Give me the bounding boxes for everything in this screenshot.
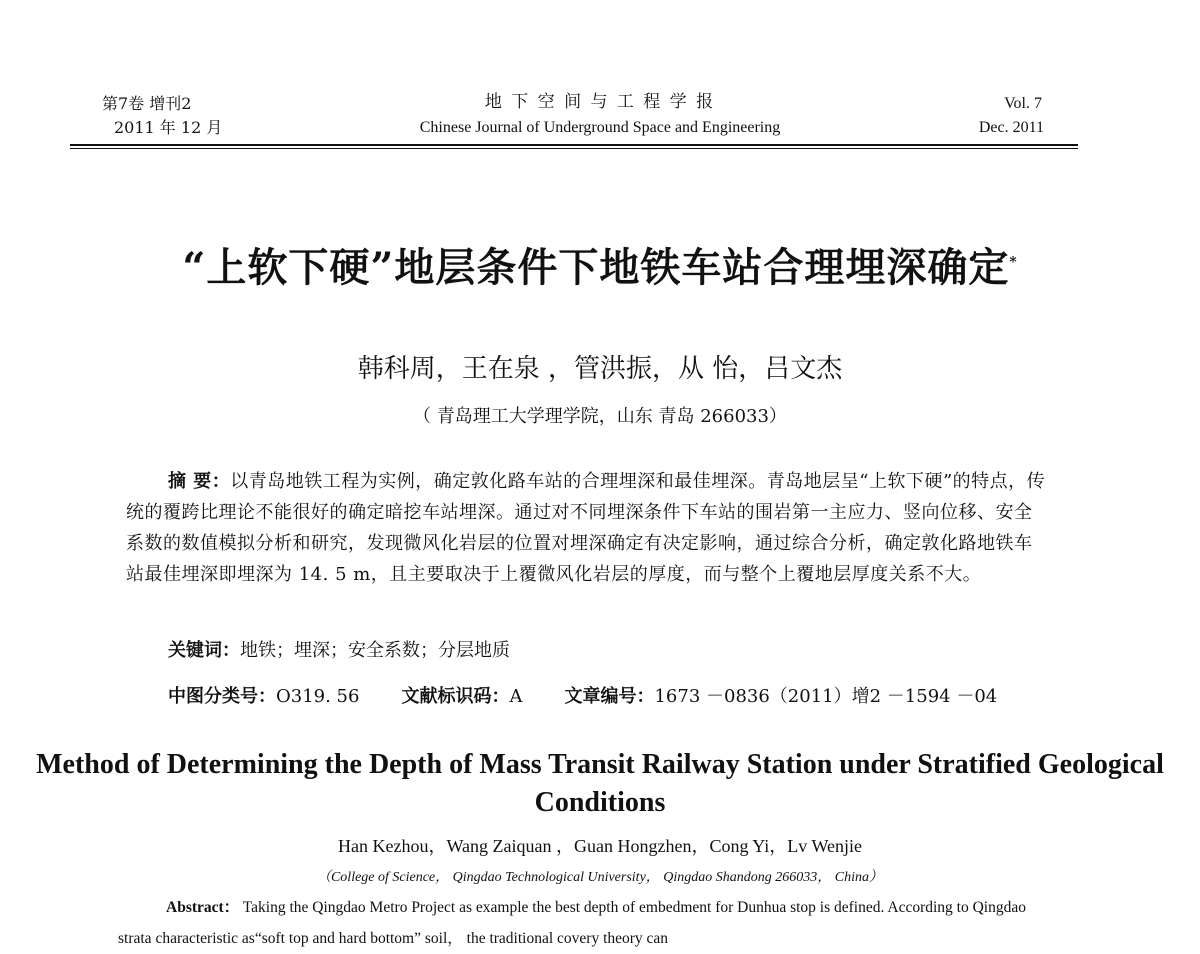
abstract-cn-label: 摘 要： <box>168 471 231 492</box>
paper-title-cn-text: “上软下硬”地层条件下地铁车站合理埋深确定 <box>182 244 1010 291</box>
header-volume: 第7卷 增刊2 <box>102 94 192 113</box>
authors-en: Han Kezhou，Wang Zaiquan ，Guan Hongzhen，Cong Yi，Lv Wenjie <box>338 836 862 856</box>
header-rule-thick <box>70 144 1078 146</box>
paper-title-cn <box>0 236 1200 293</box>
header-date-en: Dec. 2011 <box>978 119 1044 136</box>
header-rule-thin <box>70 148 1078 149</box>
article-no-label: 文章编号： <box>564 686 655 707</box>
affiliation-en: （College of Science， Qingdao Technological University， Qingdao Shandong 266033， China） <box>316 870 884 885</box>
classification-line <box>168 682 997 708</box>
abstract-cn <box>126 466 1046 590</box>
article-no-value: 1673 －0836（2011）增2 －1594 －04 <box>654 686 998 707</box>
keywords-cn-label: 关键词： <box>168 640 240 661</box>
abstract-cn-text: 以青岛地铁工程为实例，确定敦化路车站的合理埋深和最佳埋深。青岛地层呈“上软下硬”的特点，传统的覆跨比理论不能很好的确定暗挖车站埋深。通过对不同埋深条件下车站的围岩第一主应力、竖向位移、安全系数的数值模拟分析和研究，发现微风化岩层的位置对埋深确定有决定影响，通过综合分析，确定敦化路地铁车站最佳埋深即埋深为 14. 5 m，且主要取决于上覆微风化岩层的厚度，而与整个上覆地层厚度关系不大。 <box>126 471 1046 585</box>
journal-name-cn: 地 下 空 间 与 工 程 学 报 <box>484 92 716 112</box>
abstract-en-label: Abstract： <box>166 899 240 916</box>
doc-code-value: A <box>509 686 523 707</box>
doc-code-label: 文献标识码： <box>401 686 510 707</box>
affiliation-cn: （ 青岛理工大学理学院，山东 青岛 266033） <box>413 406 787 427</box>
title-footnote-mark: * <box>1009 254 1018 271</box>
header-date-cn: 2011 年 12 月 <box>114 118 223 137</box>
authors-cn: 韩科周，王在泉 ，管洪振，从 怡，吕文杰 <box>357 354 843 384</box>
clc-value: O319. 56 <box>276 686 360 707</box>
header-volume-en: Vol. 7 <box>1004 95 1042 112</box>
journal-name-en: Chinese Journal of Underground Space and Engineering <box>419 119 781 136</box>
keywords-cn-text: 地铁；埋深；安全系数；分层地质 <box>240 640 510 661</box>
keywords-cn <box>168 636 510 662</box>
abstract-en-text: Taking the Qingdao Metro Project as example the best depth of embedment for Dunhua stop is defined. According to Qingdao strata characteristic as“soft top and hard bottom” soil， the traditional covery theory can <box>118 899 1026 947</box>
paper-title-en: Method of Determining the Depth of Mass Transit Railway Station under Stratified Geological Conditions <box>36 749 1164 818</box>
clc-label: 中图分类号： <box>168 686 276 707</box>
abstract-en <box>118 892 1036 954</box>
